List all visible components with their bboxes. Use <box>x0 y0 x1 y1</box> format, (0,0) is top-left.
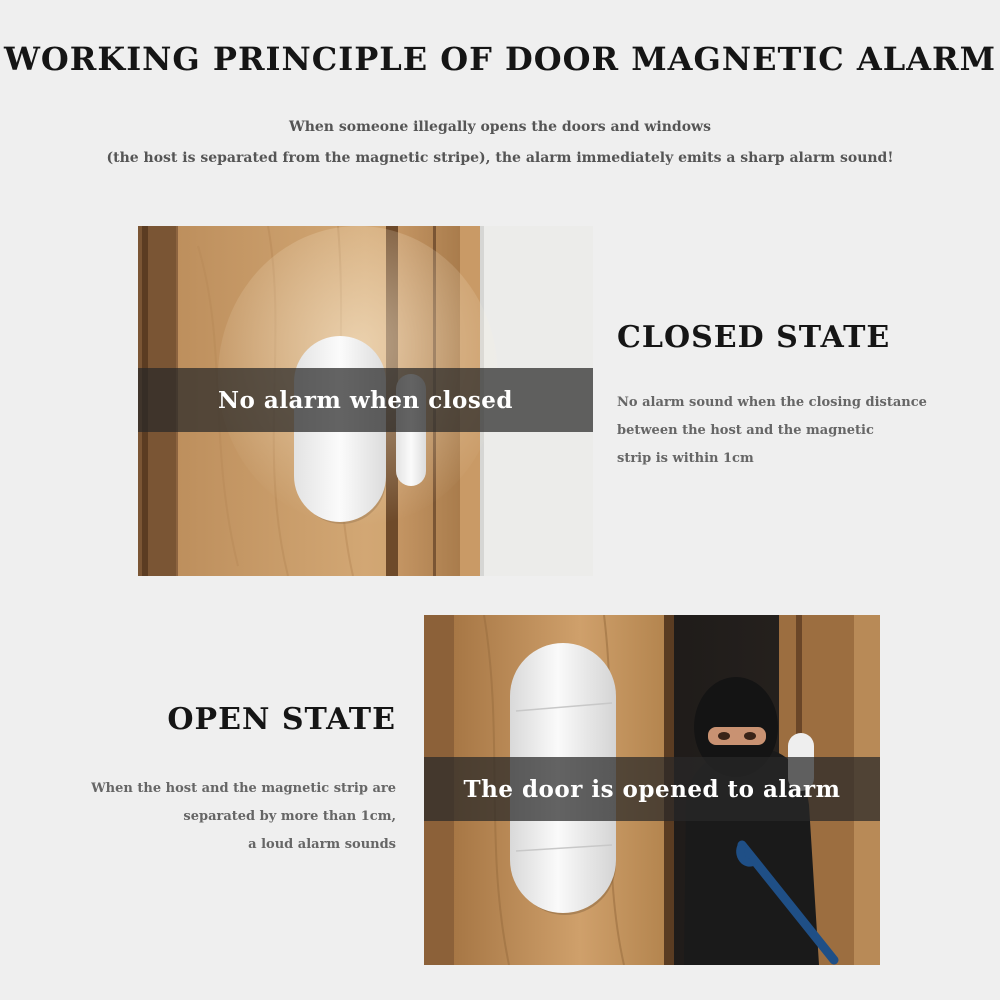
page-title: WORKING PRINCIPLE OF DOOR MAGNETIC ALARM <box>3 40 997 78</box>
intro-text <box>0 112 1000 174</box>
closed-desc-line-2: between the host and the magnetic <box>617 423 874 438</box>
closed-state-heading: CLOSED STATE <box>617 320 891 355</box>
closed-state-photo <box>138 226 593 576</box>
open-desc-line-2: separated by more than 1cm, <box>183 809 396 824</box>
intro-line-2: (the host is separated from the magnetic stripe), the alarm immediately emits a sharp alarm sound! <box>106 150 894 166</box>
closed-state-description <box>617 389 927 473</box>
open-state-description <box>0 775 396 859</box>
open-desc-line-3: a loud alarm sounds <box>248 837 396 852</box>
open-state-heading: OPEN STATE <box>167 702 396 737</box>
intro-line-1: When someone illegally opens the doors and windows <box>289 119 711 135</box>
open-state-photo <box>424 615 880 965</box>
closed-desc-line-1: No alarm sound when the closing distance <box>617 395 927 410</box>
open-state-overlay: The door is opened to alarm <box>424 757 880 821</box>
closed-state-overlay: No alarm when closed <box>138 368 593 432</box>
open-desc-line-1: When the host and the magnetic strip are <box>91 781 396 796</box>
closed-desc-line-3: strip is within 1cm <box>617 451 754 466</box>
